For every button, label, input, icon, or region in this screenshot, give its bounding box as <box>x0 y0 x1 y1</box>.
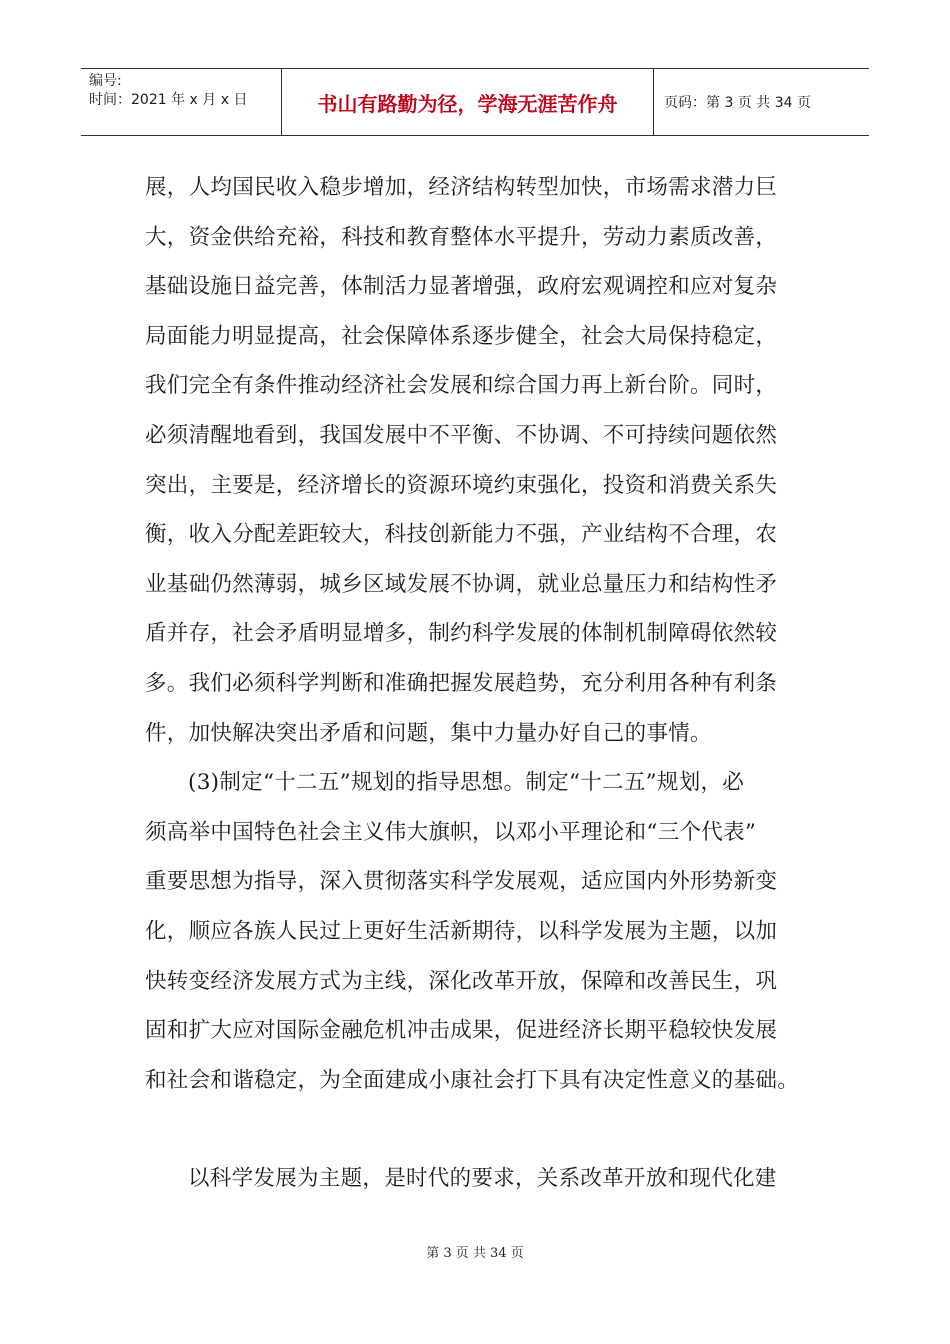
text-line: 展，人均国民收入稳步增加，经济结构转型加快，市场需求潜力巨 <box>145 175 778 200</box>
text-line: 化，顺应各族人民过上更好生活新期待，以科学发展为主题，以加 <box>145 918 778 944</box>
text-line: 须高举中国特色社会主义伟大旗帜，以邓小平理论和“三个代表” <box>145 819 757 845</box>
text-line: 和社会和谐稳定，为全面建成小康社会打下具有决定性意义的基础。 <box>145 1067 800 1093</box>
paragraph-start-line: (3)制定“十二五”规划的指导思想。制定“十二五”规划，必 <box>188 770 745 796</box>
text-line: 固和扩大应对国际金融危机冲击成果，促进经济长期平稳较快发展 <box>145 1018 778 1044</box>
paragraph-start-line: 以科学发展为主题，是时代的要求，关系改革开放和现代化建 <box>188 1166 777 1192</box>
page-header <box>81 68 869 136</box>
text-line: 多。我们必须科学判断和准确把握发展趋势，充分利用各种有利条 <box>145 670 778 696</box>
text-line: 业基础仍然薄弱，城乡区域发展不协调，就业总量压力和结构性矛 <box>145 571 778 597</box>
header-page-info: 页码：第 3 页 共 34 页 <box>664 95 811 111</box>
text-line: 大，资金供给充裕，科技和教育整体水平提升，劳动力素质改善， <box>145 224 778 250</box>
page-footer: 第 3 页 共 34 页 <box>426 1246 524 1261</box>
code-label: 编号: <box>89 73 122 89</box>
text-line: 我们完全有条件推动经济社会发展和综合国力再上新台阶。同时， <box>145 373 778 399</box>
header-motto: 书山有路勤为径，学海无涯苦作舟 <box>282 69 654 135</box>
text-line: 快转变经济发展方式为主线，深化改革开放，保障和改善民生，巩 <box>145 968 778 994</box>
text-line: 件，加快解决突出矛盾和问题，集中力量办好自己的事情。 <box>145 720 712 746</box>
document-body <box>145 163 815 1204</box>
text-line: 局面能力明显提高，社会保障体系逐步健全，社会大局保持稳定， <box>145 323 778 349</box>
paragraph-gap <box>145 1105 815 1154</box>
text-line: 重要思想为指导，深入贯彻落实科学发展观，适应国内外形势新变 <box>145 869 778 895</box>
text-line: 基础设施日益完善，体制活力显著增强，政府宏观调控和应对复杂 <box>145 274 778 300</box>
text-line: 盾并存，社会矛盾明显增多，制约科学发展的体制机制障碍依然较 <box>145 621 778 647</box>
date-line: 时间：2021 年 x 月 x 日 <box>89 92 248 108</box>
text-line: 衡，收入分配差距较大，科技创新能力不强，产业结构不合理，农 <box>145 522 778 548</box>
header-meta <box>81 69 282 135</box>
text-line: 突出，主要是，经济增长的资源环境约束强化，投资和消费关系失 <box>145 472 778 498</box>
text-line: 必须清醒地看到，我国发展中不平衡、不协调、不可持续问题依然 <box>145 422 778 448</box>
